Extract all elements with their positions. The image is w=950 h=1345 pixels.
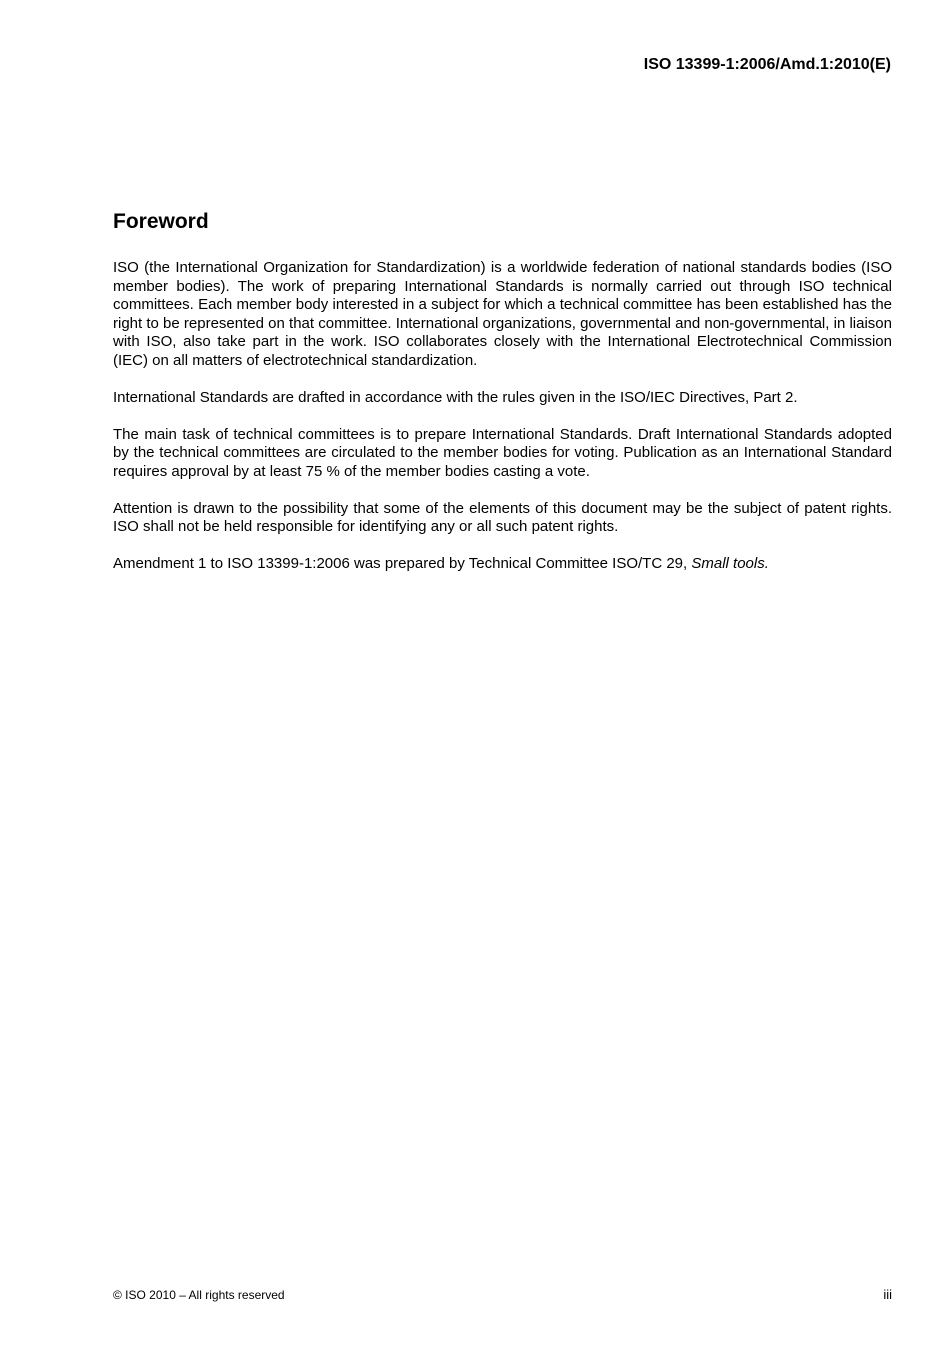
paragraph-iso-federation: ISO (the International Organization for Standardization) is a worldwide federation of national standards bodies (ISO member bodies). The work of preparing International Standards is normally carried out through ISO technical committees. Each member body interested in a subject for which a technical committee has been established has the right to be represented on that committee. International organizations, governmental and non-governmental, in liaison with ISO, also take part in the work. ISO collaborates closely with the International Electrotechnical Commission (IEC) on all matters of electrotechnical standardization.: [113, 259, 892, 369]
section-title: Foreword: [113, 210, 209, 233]
paragraph-patent-rights: Attention is drawn to the possibility that some of the elements of this document may be the subject of patent rights. ISO shall not be held responsible for identifying any or all such patent rights.: [113, 499, 892, 535]
paragraph-committee-task: The main task of technical committees is to prepare International Standards. Draft International Standards adopted by the technical committees are circulated to the member bodies for voting. Publication as an International Standard requires approval by at least 75 % of the member bodies casting a vote.: [113, 425, 892, 480]
paragraph-amendment: [113, 555, 892, 574]
document-identifier: ISO 13399-1:2006/Amd.1:2010(E): [643, 56, 891, 73]
foreword-body: [113, 259, 892, 592]
paragraph-drafting-rules: International Standards are drafted in accordance with the rules given in the ISO/IEC Directives, Part 2.: [113, 388, 798, 406]
committee-name: Small tools.: [691, 555, 769, 572]
copyright-notice: © ISO 2010 – All rights reserved: [113, 1288, 285, 1302]
page-number: iii: [883, 1287, 892, 1302]
amendment-text: Amendment 1 to ISO 13399-1:2006 was prepared by Technical Committee ISO/TC 29,: [113, 555, 692, 572]
